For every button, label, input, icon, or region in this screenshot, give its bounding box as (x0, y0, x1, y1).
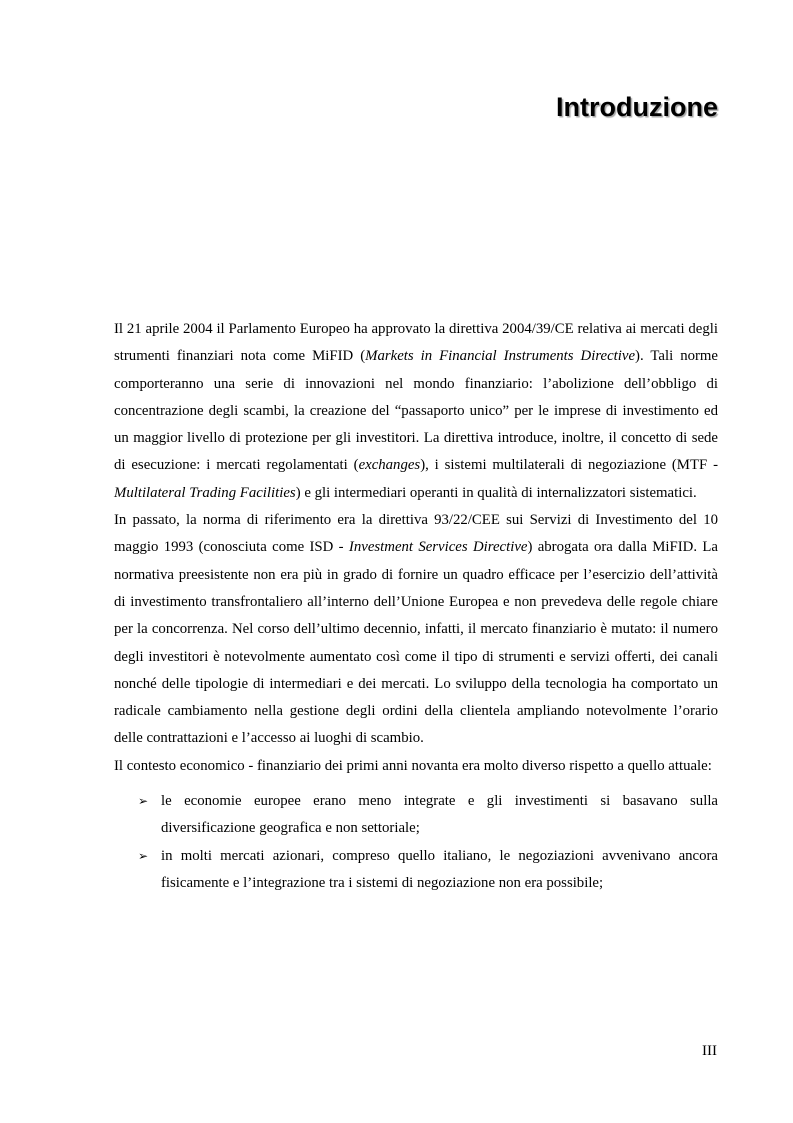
arrowhead-bullet-icon: ➢ (138, 848, 149, 863)
paragraph-text: ) e gli intermediari operanti in qualità di internalizzatori sistematici. (295, 484, 697, 501)
list-item-text: in molti mercati azionari, compreso quello italiano, le negoziazioni avvenivano ancora fisicamente e l’integrazione tra i sistemi di negoziazione non era possibile; (161, 847, 718, 891)
paragraph-mifid-intro (114, 316, 718, 507)
italic-term: Investment Services Directive (348, 539, 528, 556)
page-number: III (702, 1043, 717, 1059)
arrowhead-bullet-icon: ➢ (138, 794, 149, 809)
paragraph-text: ), i sistemi multilaterali di negoziazione (MTF - (420, 457, 718, 474)
list-item (114, 788, 718, 843)
chapter-title: Introduzione (556, 92, 718, 122)
paragraph-context: Il contesto economico - finanziario dei primi anni novanta era molto diverso rispetto a quello attuale: (114, 757, 712, 774)
list-item (114, 843, 718, 898)
paragraph-text: In passato, la norma di riferimento era la direttiva 93/22/CEE sui Servizi di Investimento del 10 maggio 1993 (conosciuta come ISD - (114, 512, 718, 556)
paragraph-text: ). Tali norme comporteranno una serie di innovazioni nel mondo finanziario: l’abolizione dell’obbligo di concentrazione degli scambi, la creazione del “passaporto unico” per le imprese di investimento ed un maggior livello di protezione per gli investitori. La direttiva introduce, inoltre, il concetto di sede di esecuzione: i mercati regolamentati ( (114, 348, 719, 474)
italic-term: Markets in Financial Instruments Directive (365, 348, 636, 365)
paragraph-past-norm (114, 507, 718, 753)
italic-term: exchanges (358, 457, 421, 474)
italic-term: Multilateral Trading Facilities (114, 484, 296, 501)
body-text (114, 316, 718, 897)
bullet-list (114, 788, 718, 897)
paragraph-text: Il 21 aprile 2004 il Parlamento Europeo ha approvato la direttiva 2004/39/CE relativa ai mercati degli strumenti finanziari nota come MiFID ( (114, 321, 718, 365)
list-item-text: le economie europee erano meno integrate e gli investimenti si basavano sulla diversificazione geografica e non settoriale; (161, 793, 718, 837)
paragraph-text: ) abrogata ora dalla MiFID. La normativa preesistente non era più in grado di fornire un quadro efficace per l’esercizio dell’attività di investimento transfrontaliero all’interno dell’Unione Europea e non prevedeva delle regole chiare per la concorrenza. Nel corso dell’ultimo decennio, infatti, il mercato finanziario è mutato: il numero degli investitori è notevolmente aumentato così come il tipo di strumenti e servizi offerti, dei canali nonché delle tipologie di intermediari e dei mercati. Lo sviluppo della tecnologia ha comportato un radicale cambiamento nella gestione degli ordini della clientela ampliando notevolmente l’orario delle contrattazioni e l’accesso ai luoghi di scambio. (114, 539, 718, 747)
